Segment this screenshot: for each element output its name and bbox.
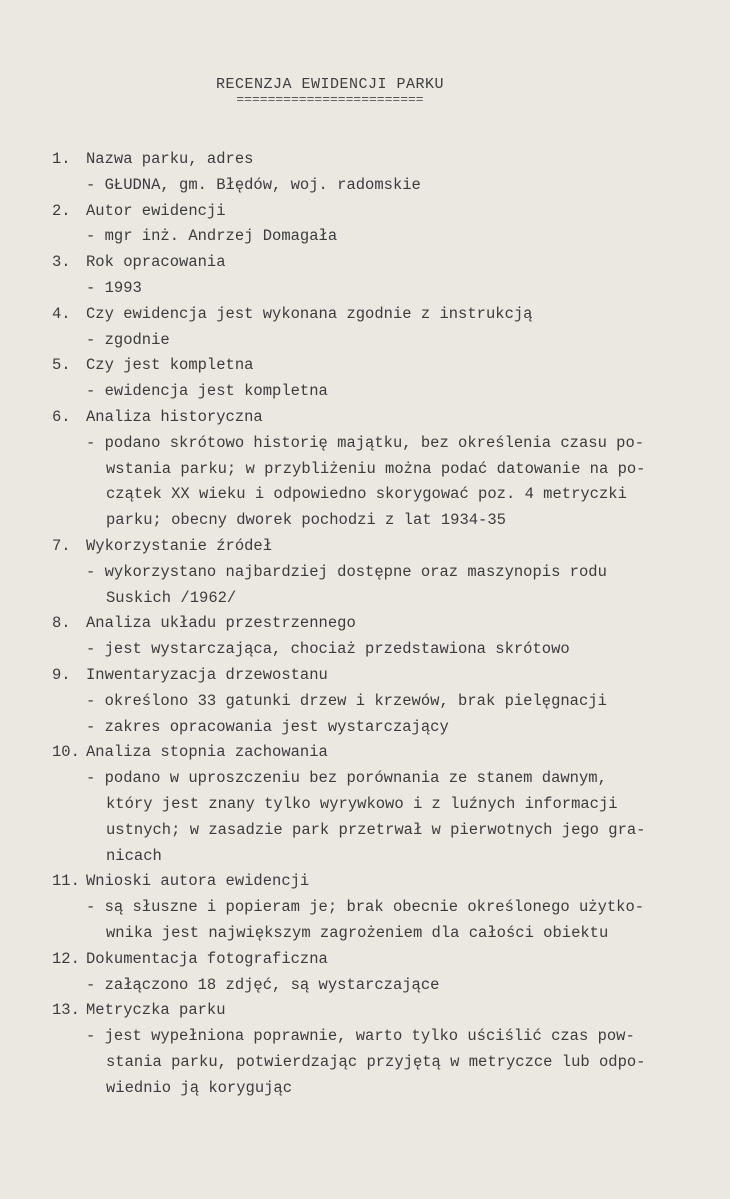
item-text-line: - są słuszne i popieram je; brak obecnie określonego użytko- <box>86 898 645 917</box>
item-number: 7. <box>52 536 71 555</box>
review-list <box>52 147 712 1101</box>
item-heading-row <box>52 663 712 689</box>
item-text-continuation: parku; obecny dworek pochodzi z lat 1934-35 <box>106 511 506 530</box>
review-item <box>52 611 712 663</box>
item-heading-row <box>52 250 712 276</box>
item-text-continuation: wiednio ją korygując <box>106 1078 293 1097</box>
item-text-line: - mgr inż. Andrzej Domagała <box>86 227 338 246</box>
item-text-line: - podano w uproszczeniu bez porównania ze stanem dawnym, <box>86 769 607 788</box>
item-heading-row <box>52 405 712 431</box>
review-item <box>52 534 712 611</box>
item-heading: Autor ewidencji <box>86 201 226 220</box>
item-number: 1. <box>52 150 71 168</box>
item-text-line: - określono 33 gatunki drzew i krzewów, brak pielęgnacji <box>86 691 607 710</box>
review-item <box>52 250 712 302</box>
item-heading: Dokumentacja fotograficzna <box>86 949 328 968</box>
item-heading: Analiza układu przestrzennego <box>86 614 356 633</box>
item-number: 8. <box>52 614 71 633</box>
item-text-continuation: wstania parku; w przybliżeniu można podać datowanie na po- <box>106 459 646 478</box>
review-item <box>52 869 712 946</box>
item-heading-row <box>52 534 712 560</box>
item-heading: Analiza historyczna <box>86 407 263 426</box>
item-heading: Rok opracowania <box>86 253 226 272</box>
item-heading: Wnioski autora ewidencji <box>86 872 310 891</box>
item-text-continuation: stania parku, potwierdzając przyjętą w metryczce lub odpo- <box>106 1052 646 1071</box>
item-heading: Czy jest kompletna <box>86 356 254 375</box>
item-number: 12. <box>52 949 80 968</box>
item-heading-row <box>52 869 712 895</box>
item-heading-row <box>52 740 712 766</box>
item-heading: Nazwa parku, adres <box>86 150 254 168</box>
review-item <box>52 998 712 1101</box>
item-heading-row <box>52 147 712 173</box>
item-text-line: - podano skrótowo historię majątku, bez określenia czasu po- <box>86 433 645 452</box>
item-heading-row <box>52 302 712 328</box>
review-item <box>52 663 712 740</box>
document-title: RECENZJA EWIDENCJI PARKU <box>215 76 445 93</box>
item-number: 3. <box>52 253 71 272</box>
item-text-line: - załączono 18 zdjęć, są wystarczające <box>86 975 440 994</box>
title-underline: ======================== <box>236 92 424 107</box>
item-number: 10. <box>52 743 80 762</box>
item-text-line: - zakres opracowania jest wystarczający <box>86 717 449 736</box>
item-text-continuation: wnika jest największym zagrożeniem dla całości obiektu <box>106 923 609 942</box>
review-item <box>52 147 712 199</box>
review-item <box>52 405 712 534</box>
item-heading: Analiza stopnia zachowania <box>86 743 328 762</box>
item-heading: Wykorzystanie źródeł <box>86 536 273 555</box>
item-heading-row <box>52 611 712 637</box>
review-item <box>52 199 712 251</box>
item-text-continuation: nicach <box>106 846 162 865</box>
item-heading-row <box>52 353 712 379</box>
item-text-line: - jest wystarczająca, chociaż przedstawiona skrótowo <box>86 640 570 659</box>
item-heading-row <box>52 998 712 1024</box>
item-heading: Metryczka parku <box>86 1001 226 1020</box>
item-text-line: - 1993 <box>86 278 142 297</box>
item-text-line: - ewidencja jest kompletna <box>86 382 328 401</box>
item-heading-row <box>52 199 712 225</box>
review-item <box>52 740 712 869</box>
item-text-continuation: Suskich /1962/ <box>106 588 237 607</box>
item-text-continuation: czątek XX wieku i odpowiedno skorygować poz. 4 metryczki <box>106 485 627 504</box>
review-item <box>52 353 712 405</box>
item-text-line: - zgodnie <box>86 330 170 349</box>
item-text-continuation: który jest znany tylko wyrywkowo i z luźnych informacji <box>106 794 618 813</box>
item-number: 6. <box>52 407 71 426</box>
item-number: 9. <box>52 665 71 684</box>
item-heading: Czy ewidencja jest wykonana zgodnie z instrukcją <box>86 304 533 323</box>
item-number: 2. <box>52 201 71 220</box>
item-number: 13. <box>52 1001 80 1020</box>
item-text-continuation: ustnych; w zasadzie park przetrwał w pierwotnych jego gra- <box>106 820 646 839</box>
item-heading: Inwentaryzacja drzewostanu <box>86 665 328 684</box>
item-heading-row <box>52 947 712 973</box>
item-text-line: - wykorzystano najbardziej dostępne oraz maszynopis rodu <box>86 562 607 581</box>
review-item <box>52 947 712 999</box>
item-text-line: - GŁUDNA, gm. Błędów, woj. radomskie <box>86 175 421 194</box>
item-number: 4. <box>52 304 71 323</box>
item-text-line: - jest wypełniona poprawnie, warto tylko uściślić czas pow- <box>86 1027 635 1046</box>
item-number: 11. <box>52 872 80 891</box>
review-item <box>52 302 712 354</box>
item-number: 5. <box>52 356 71 375</box>
